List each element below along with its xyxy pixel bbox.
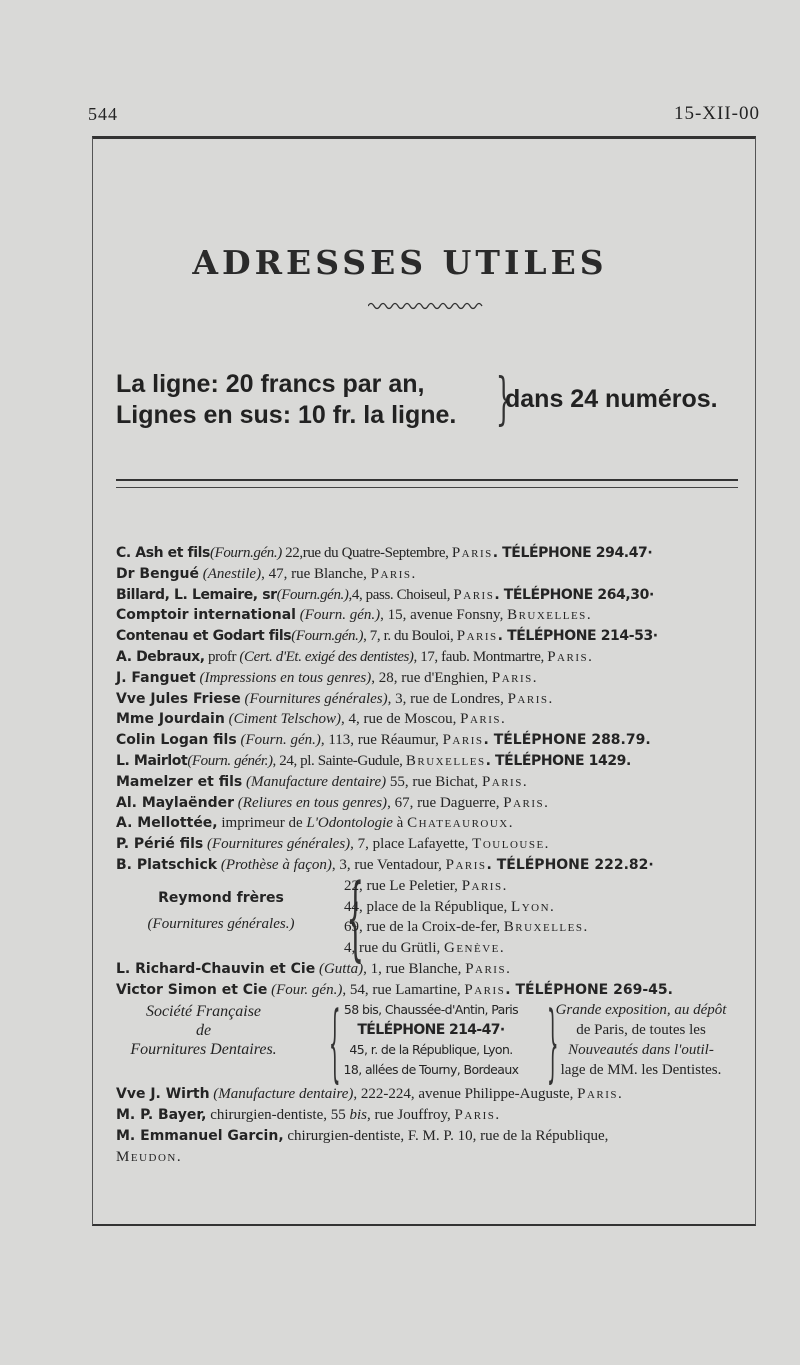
address-text: 69, rue de la Croix-de-fer,: [344, 919, 504, 936]
entry-desc: (Reliures en tous genres): [237, 794, 388, 811]
reymond-address: [344, 938, 587, 959]
list-item: [116, 813, 746, 834]
entry-city: Paris: [491, 669, 533, 686]
entry-name: A. Debraux,: [116, 648, 205, 665]
reymond-address: [344, 876, 587, 897]
entry-city: Meudon: [116, 1148, 177, 1165]
list-item: [116, 689, 746, 710]
address-end: .: [502, 877, 507, 894]
entry-city: Paris: [464, 981, 506, 998]
entry-name: C. Ash et fils: [116, 545, 210, 561]
societe-block: [116, 993, 746, 1092]
entry-addr: , 47, rue Blanche,: [261, 565, 371, 582]
societe-tel: TÉLÉPHONE 214-47·: [357, 1022, 505, 1039]
double-rule: [116, 479, 738, 488]
entry-city: Paris: [370, 565, 412, 582]
entry-city: Paris: [507, 690, 549, 707]
entry-city: Paris: [577, 1086, 619, 1103]
reymond-address: [344, 897, 587, 918]
list-item: [116, 855, 746, 876]
entry-desc: (Fourn. gén.): [240, 732, 321, 749]
brace-glyph: }: [495, 367, 512, 432]
entry-addr: , 7, place Lafayette,: [350, 836, 473, 853]
entry-desc: (Impressions en tous genres): [199, 669, 372, 686]
societe-addresses: [324, 1000, 538, 1080]
entry-addr: , 24, pl. Sainte-Gudule,: [272, 752, 406, 769]
issue-date: 15-XII-00: [673, 103, 760, 124]
entry-addr: profr: [204, 648, 240, 665]
entry-addr: chirurgien-dentiste, F. M. P. 10, rue de la République,: [283, 1127, 609, 1144]
entry-tel: . TÉLÉPHONE 1429.: [485, 752, 631, 769]
brace-glyph: {: [328, 993, 341, 1092]
address-city: Bruxelles: [503, 919, 584, 936]
entry-addr: , 222-224, avenue Philippe-Auguste,: [353, 1086, 578, 1103]
entry-desc: (Fournitures générales): [244, 690, 388, 707]
entry-desc: (Ciment Telschow): [228, 711, 341, 728]
entry-desc: (Fourn.gén.): [209, 545, 282, 561]
entry-tel: . TÉLÉPHONE 294.47·: [492, 545, 653, 561]
societe-name-line: Société Française: [145, 1003, 262, 1021]
address-city: Lyon: [511, 898, 551, 915]
societe-note-line: de Paris, de toutes les: [576, 1022, 706, 1039]
entry-tel: . TÉLÉPHONE 222.82·: [486, 856, 654, 873]
entry-name: M. P. Bayer,: [116, 1107, 207, 1124]
section-title: ADRESSES UTILES: [192, 243, 608, 282]
entry-addr: , 28, rue d'Enghien,: [371, 669, 492, 686]
price-side: dans 24 numéros.: [505, 385, 718, 413]
brace-glyph: }: [546, 993, 559, 1092]
societe-note-line: lage de MM. les Dentistes.: [560, 1062, 722, 1079]
entry-desc: (Fourn. gén.): [299, 607, 381, 624]
address-city: Genève: [443, 940, 500, 957]
entry-city: Paris: [445, 856, 487, 873]
entry-desc: (Manufacture dentaire): [246, 773, 387, 790]
address-end: .: [499, 940, 504, 957]
entry-city: Paris: [456, 628, 498, 645]
list-item: [116, 626, 746, 647]
entry-addr-2: à: [392, 815, 408, 832]
entry-name: Colin Logan fils: [116, 732, 237, 749]
entry-name: P. Périé fils: [116, 836, 204, 853]
address-list: [116, 543, 746, 1168]
entry-addr: , 3, rue de Londres,: [387, 690, 508, 707]
entry-tel: .: [588, 648, 592, 665]
entry-tel: .: [176, 1148, 181, 1165]
reymond-addresses: [344, 876, 587, 959]
reymond-name: Reymond frères: [158, 889, 284, 906]
entry-name: L. Mairlot: [116, 752, 188, 769]
list-item: [116, 772, 746, 793]
list-item: [116, 1105, 746, 1126]
list-item: [116, 647, 746, 668]
address-city: Paris: [461, 877, 503, 894]
entry-addr-2: , rue Jouffroy,: [367, 1107, 455, 1124]
list-item: [116, 1084, 746, 1105]
wavy-ornament: [368, 300, 484, 312]
entry-city: Paris: [454, 1107, 496, 1124]
list-item: [116, 709, 746, 730]
entry-name: Vve J. Wirth: [116, 1086, 210, 1103]
list-item: [116, 543, 746, 564]
price-box: [116, 367, 756, 440]
entry-city: Paris: [547, 648, 589, 665]
entry-name: Comptoir international: [116, 607, 296, 624]
entry-name: Al. Maylaënder: [116, 794, 235, 811]
entry-tel: .: [544, 836, 549, 853]
entry-city: Paris: [460, 711, 502, 728]
list-item: [116, 1126, 746, 1147]
address-text: 44, place de la République,: [344, 898, 512, 915]
entry-addr: , 7, r. du Bouloi,: [363, 628, 457, 645]
address-end: .: [550, 898, 554, 915]
entry-addr-2: , 17, faub. Montmartre,: [413, 648, 548, 665]
entry-tel: .: [586, 607, 591, 624]
entry-name: Mme Jourdain: [116, 711, 225, 728]
entry-addr: ,4, pass. Choiseul,: [348, 586, 454, 603]
entry-addr: , 67, rue Daguerre,: [387, 794, 504, 811]
entry-desc: (Cert. d'Et. exigé des dentistes): [239, 648, 414, 665]
entry-city: Toulouse: [472, 836, 545, 853]
societe-name: [116, 1002, 291, 1059]
societe-addr-line: 58 bis, Chaussée-d'Antin, Paris: [343, 1002, 519, 1018]
entry-city: Paris: [465, 960, 507, 977]
entry-addr: , 3, rue Ventadour,: [331, 856, 446, 873]
entry-city: Chateauroux: [407, 815, 509, 832]
entry-desc: (Manufacture dentaire): [213, 1086, 354, 1103]
entry-desc: (Prothèse à façon): [220, 856, 332, 873]
reymond-desc: (Fournitures générales.): [147, 915, 295, 932]
entry-desc: (Fourn. génér.): [187, 752, 273, 769]
societe-name-line: de: [195, 1022, 212, 1040]
entry-tel: .: [544, 794, 548, 811]
entry-addr: 22,rue du Quatre-Septembre,: [281, 545, 452, 561]
list-item: [116, 834, 746, 855]
list-item: [116, 668, 746, 689]
brace-glyph: {: [346, 863, 365, 971]
entry-tel: .: [501, 711, 505, 728]
address-text: 4, rue du Grütli,: [344, 940, 444, 957]
entry-addr: , 54, rue Lamartine,: [342, 981, 465, 998]
list-item: [116, 959, 746, 980]
entry-addr: , 15, avenue Fonsny,: [380, 607, 508, 624]
societe-addr-line: 45, r. de la République, Lyon.: [349, 1042, 513, 1058]
entry-tel: . TÉLÉPHONE 269-45.: [505, 981, 673, 998]
entry-name: M. Emmanuel Garcin,: [116, 1127, 284, 1144]
list-item: [116, 751, 746, 772]
entry-city: Bruxelles: [507, 607, 587, 624]
entry-name: B. Platschick: [116, 856, 218, 873]
entry-city: Paris: [453, 586, 495, 603]
entry-name: J. Fanguet: [116, 669, 196, 686]
entry-tel: .: [411, 565, 416, 582]
entry-city: Bruxelles: [405, 752, 486, 769]
reymond-address: [344, 917, 587, 938]
entry-desc: L'Odontologie: [306, 815, 393, 832]
page-number: 544: [88, 104, 118, 124]
entry-tel: .: [548, 690, 553, 707]
entry-desc: bis: [349, 1107, 368, 1124]
entry-desc: (Four. gén.): [271, 981, 343, 998]
entry-tel: .: [508, 815, 513, 832]
entry-name: A. Mellottée,: [116, 815, 218, 832]
entry-city: Paris: [451, 545, 493, 561]
entry-tel: .: [532, 669, 537, 686]
societe-addr-line: 18, allées de Tourny, Bordeaux: [343, 1062, 519, 1078]
price-line-2: Lignes en sus: 10 fr. la ligne.: [116, 401, 457, 429]
entry-addr: , 113, rue Réaumur,: [320, 732, 443, 749]
list-item: [116, 585, 746, 606]
entry-addr: 55, rue Bichat,: [386, 773, 482, 790]
societe-note: [538, 1000, 744, 1080]
societe-note-line: Nouveautés dans l'outil-: [568, 1042, 714, 1059]
address-text: 22, rue Le Peletier,: [344, 877, 462, 894]
entry-tel: . TÉLÉPHONE 288.79.: [483, 732, 651, 749]
entry-addr: chirurgien-dentiste, 55: [206, 1107, 350, 1124]
entry-name: Victor Simon et Cie: [116, 981, 268, 998]
entry-name: Dr Bengué: [116, 565, 200, 582]
entry-name: Vve Jules Friese: [116, 690, 241, 707]
list-item: [116, 980, 746, 1001]
societe-name-line: Fournitures Dentaires.: [130, 1041, 277, 1059]
entry-addr: , 1, rue Blanche,: [363, 960, 466, 977]
entry-name: Contenau et Godart fils: [116, 628, 292, 645]
entry-desc: (Fourn.gén.): [276, 586, 349, 603]
list-item: [116, 730, 746, 751]
entry-city: Paris: [481, 773, 523, 790]
entry-city: Paris: [503, 794, 545, 811]
list-item: [116, 564, 746, 585]
entry-tel: . TÉLÉPHONE 264,30·: [494, 586, 654, 603]
entry-name: Mamelzer et fils: [116, 773, 243, 790]
entry-tel: .: [495, 1107, 500, 1124]
entry-addr: imprimeur de: [217, 815, 307, 832]
entry-tel: .: [506, 960, 510, 977]
entry-tel: .: [522, 773, 527, 790]
entry-city: Paris: [442, 732, 484, 749]
list-item: [116, 605, 746, 626]
entry-name: L. Richard-Chauvin et Cie: [116, 960, 316, 977]
address-end: .: [583, 919, 588, 936]
list-item: [116, 793, 746, 814]
entry-addr: , 4, rue de Moscou,: [340, 711, 461, 728]
entry-desc: (Gutta): [318, 960, 364, 977]
list-item-continuation: [116, 1147, 746, 1168]
entry-name: Billard, L. Lemaire, sr: [116, 586, 277, 603]
entry-desc: (Anestile): [202, 565, 262, 582]
entry-tel: .: [618, 1086, 622, 1103]
entry-desc: (Fourn.gén.): [291, 628, 364, 645]
entry-desc: (Fournitures générales): [206, 836, 351, 853]
societe-note-line: Grande exposition, au dépôt: [555, 1002, 727, 1019]
price-line-1: La ligne: 20 francs par an,: [116, 370, 425, 398]
entry-tel: . TÉLÉPHONE 214-53·: [497, 628, 658, 645]
